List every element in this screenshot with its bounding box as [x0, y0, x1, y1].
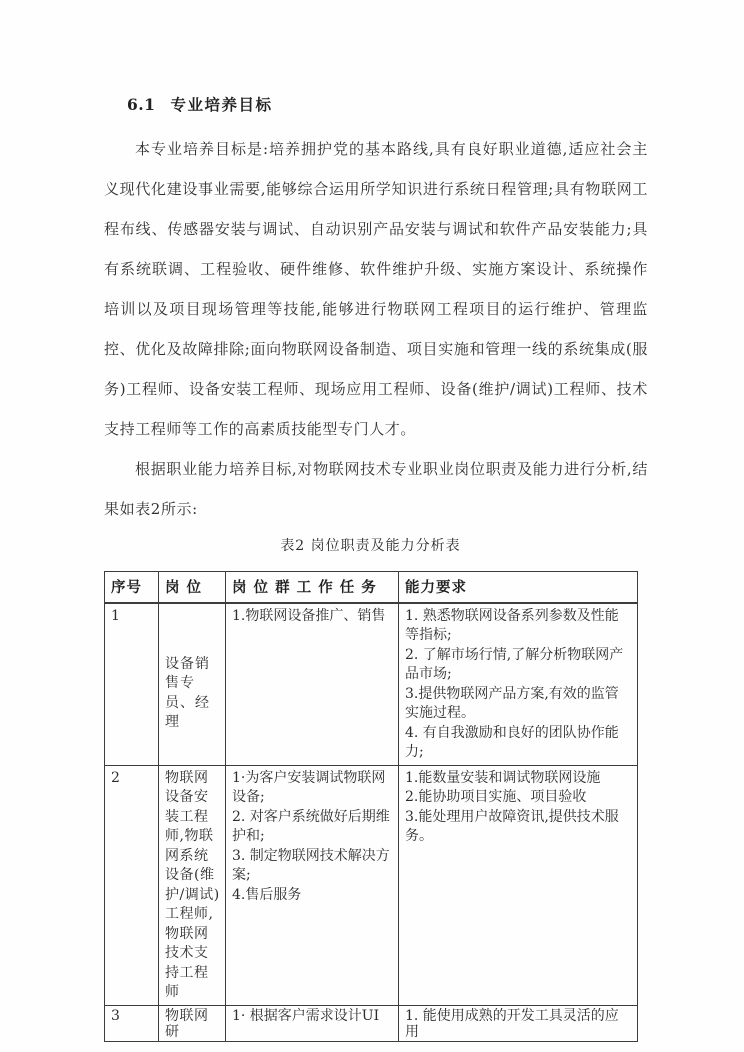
header-cell-abilities: 能力要求	[399, 572, 638, 603]
cell-abilities	[399, 765, 638, 1005]
cell-abilities	[399, 603, 638, 766]
task-item: 3. 制定物联网技术解决方案;	[232, 847, 390, 883]
table-header-row	[105, 572, 638, 603]
ability-item: 1.能数量安装和调试物联网设施	[405, 769, 601, 786]
cell-post: 物联网设备安装工程师,物联网系统设备(维护/调试)工程师,物联网技术支持工程师	[159, 765, 226, 1005]
cell-tasks	[226, 603, 399, 766]
table-row	[105, 765, 638, 1005]
ability-item: 3.能处理用户故障资讯,提供技术服务。	[405, 808, 619, 844]
cell-abilities	[399, 1005, 638, 1041]
cell-tasks	[226, 765, 399, 1005]
ability-item: 1. 能使用成熟的开发工具灵活的应用	[405, 1007, 619, 1040]
ability-item: 3.提供物联网产品方案,有效的监管实施过程。	[405, 685, 619, 721]
ability-item: 2.能协助项目实施、项目验收	[405, 789, 587, 805]
job-analysis-table	[104, 571, 638, 1042]
header-cell-post: 岗 位	[159, 572, 226, 603]
section-number: 6.1	[127, 95, 156, 114]
ability-item: 4. 有自我激励和良好的团队协作能力;	[405, 724, 619, 760]
cell-tasks	[226, 1005, 399, 1041]
cell-post: 物联网研	[159, 1005, 226, 1041]
task-item: 1· 根据客户需求设计UI	[232, 1007, 380, 1024]
table-row	[105, 1005, 638, 1041]
task-item: 4.售后服务	[232, 886, 302, 903]
ability-item: 1. 熟悉物联网设备系列参数及性能等指标;	[405, 607, 619, 643]
header-cell-tasks: 岗 位 群 工 作 任 务	[226, 572, 399, 603]
ability-item: 2. 了解市场行情,了解分析物联网产品市场;	[405, 646, 624, 682]
task-item: 1·为客户安装调试物联网设备;	[232, 769, 386, 805]
task-item: 2. 对客户系统做好后期维护和;	[232, 808, 390, 844]
header-cell-no: 序号	[105, 572, 159, 603]
paragraph-analysis-intro: 根据职业能力培养目标,对物联网技术专业职业岗位职责及能力进行分析,结果如表2所示:	[104, 460, 648, 518]
cell-no: 2	[105, 765, 159, 1005]
cell-no: 3	[105, 1005, 159, 1041]
cell-post: 设备销售专员、经理	[159, 603, 226, 766]
section-heading	[127, 94, 648, 115]
task-item: 1.物联网设备推广、销售	[232, 607, 386, 624]
paragraph-training-objective: 本专业培养目标是:培养拥护党的基本路线,具有良好职业道德,适应社会主义现代化建设事业需要,能够综合运用所学知识进行系统日程管理;具有物联网工程布线、传感器安装与调试、自动识别产品安装与调试和软件产品安装能力;具有系统联调、工程验收、硬件维修、软件维护升级、实施方案设计、系统操作培训以及项目现场管理等技能,能够进行物联网工程项目的运行维护、管理监控、优化及故障排除;面向物联网设备制造、项目实施和管理一线的系统集成(服务)工程师、设备安装工程师、现场应用工程师、设备(维护/调试)工程师、技术支持工程师等工作的高素质技能型专门人才。	[104, 140, 648, 438]
section-title: 专业培养目标	[170, 95, 273, 114]
table-caption: 表2 岗位职责及能力分析表	[280, 538, 461, 554]
cell-no: 1	[105, 603, 159, 766]
table-row	[105, 603, 638, 766]
